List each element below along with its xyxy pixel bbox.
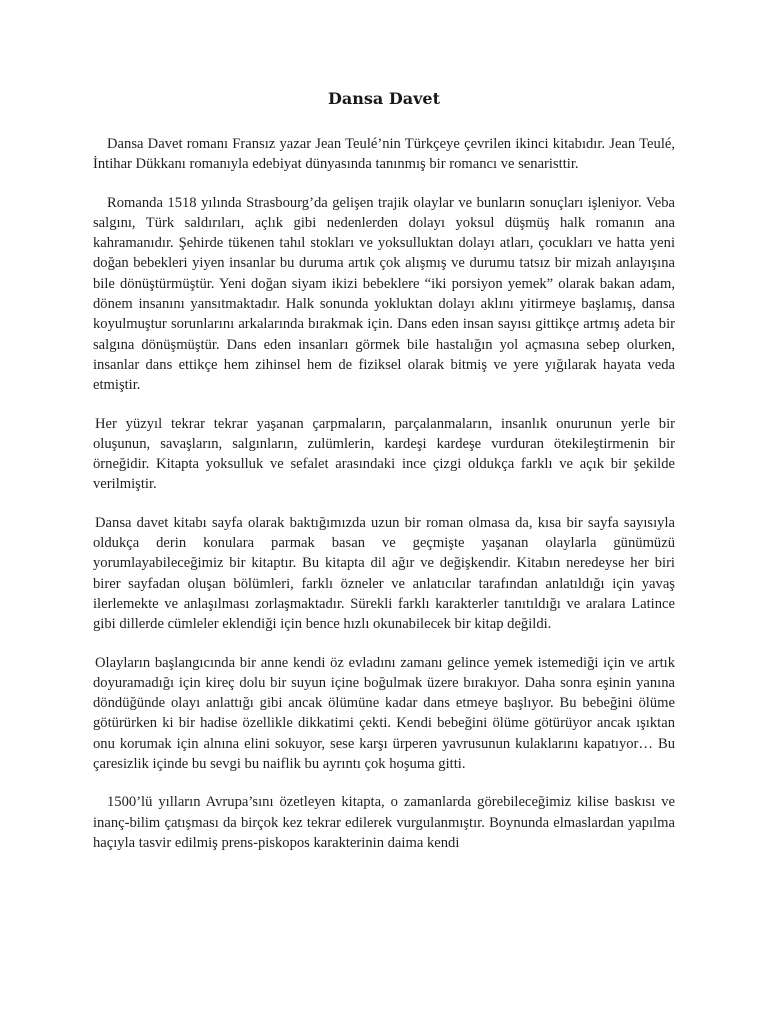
paragraph-6: 1500’lü yılların Avrupa’sını özetleyen kitapta, o zamanlarda görebileceğimiz kilise baskısı ve inanç-bilim çatışması da birçok kez tekrar edilerek vurgulanmıştır. Boynunda elmaslardan yapılma haçıyla tasvir edilmiş prens-piskopos karakterinin daima kendi [93, 794, 675, 851]
paragraph-1: Dansa Davet romanı Fransız yazar Jean Teulé’nin Türkçeye çevrilen ikinci kitabıdır. Jean Teulé, İntihar Dükkanı romanıyla edebiyat dünyasında tanınmış bir romancı ve senaristtir. [93, 136, 675, 173]
paragraph-4: Dansa davet kitabı sayfa olarak baktığımızda uzun bir roman olmasa da, kısa bir sayfa sayısıyla oldukça derin konulara parmak basan ve geçmişte yaşanan olaylarla günümüzü yorumlayabileceğimiz bir kitaptır. Bu kitapta dil ağır ve değişkendir. Kitabın neredeyse her biri birer sayfadan oluşan bölümleri, farklı özneler ve anlatıcılar tarafından anlatıldığı için yavaş ilerlemekte ve anlaşılması zorlaşmaktadır. Sürekli farklı karakterler tanıtıldığı ve aralara Latince gibi dillerde cümleler eklendiği için bence hızlı okunabilecek bir kitap değildi. [93, 514, 675, 633]
paragraph-5: Olayların başlangıcında bir anne kendi öz evladını zamanı gelince yemek istemediği için ve artık doyuramadığı için kireç dolu bir suyun içine boğulmak üzere bırakıyor. Daha sonra eşinin yanına döndüğünde olayı anlattığı gibi ancak ölümüne kadar dans etmeye başlıyor. Bu bebeğini ölüme götürürken ki bir hadise özellikle dikkatimi çekti. Kendi bebeğini ölüme götürüyor ancak ışıktan onu korumak için alnına elini sokuyor, sese karşı ürperen yavrusunun kulaklarını kapatıyor… Bu çaresizlik içinde bu sevgi bu naiflik bu ayrıntı çok hoşuma gitti. [93, 654, 675, 773]
paragraph-3: Her yüzyıl tekrar tekrar yaşanan çarpmaların, parçalanmaların, insanlık onurunun yerle bir oluşunun, savaşların, salgınların, zulümlerin, kardeşi kardeşe vurduran ötekileştirmenin bir örneğidir. Kitapta yoksulluk ve sefalet arasındaki ince çizgi oldukça farklı ve açık bir şekilde verilmiştir. [93, 415, 675, 493]
document-body [93, 134, 675, 871]
page-title: Dansa Davet [328, 89, 440, 108]
paragraph-2: Romanda 1518 yılında Strasbourg’da gelişen trajik olaylar ve bunların sonuçları işleniyor. Veba salgını, Türk saldırıları, açlık gibi nedenlerden dolayı yoksul düşmüş halk romanın ana kahramanıdır. Şehirde tükenen tahıl stokları ve yoksulluktan dolayı atları, çocukları ve hatta yeni doğan bebekleri yiyen insanlar bu duruma artık çok alışmış ve durumu tatsız bir mizah anlayışına bile dönüştürmüştür. Yeni doğan siyam ikizi bebeklere “iki porsiyon yemek” olarak bakan adam, dönem insanını yansıtmaktadır. Halk sonunda yokluktan dolayı aklını yitirmeye başlamış, dansa koyulmuştur sorunlarını arkalarında bırakmak için. Dans eden insan sayısı gittikçe artmış adeta bir salgına dönüşmüştür. Dans eden insanları görmek bile hastalığın yol açmasına sebep olurken, insanlar dans ettikçe hem zihinsel hem de fiziksel olarak bitmiş ve yere yığılarak hayata veda etmiştir. [93, 194, 675, 394]
